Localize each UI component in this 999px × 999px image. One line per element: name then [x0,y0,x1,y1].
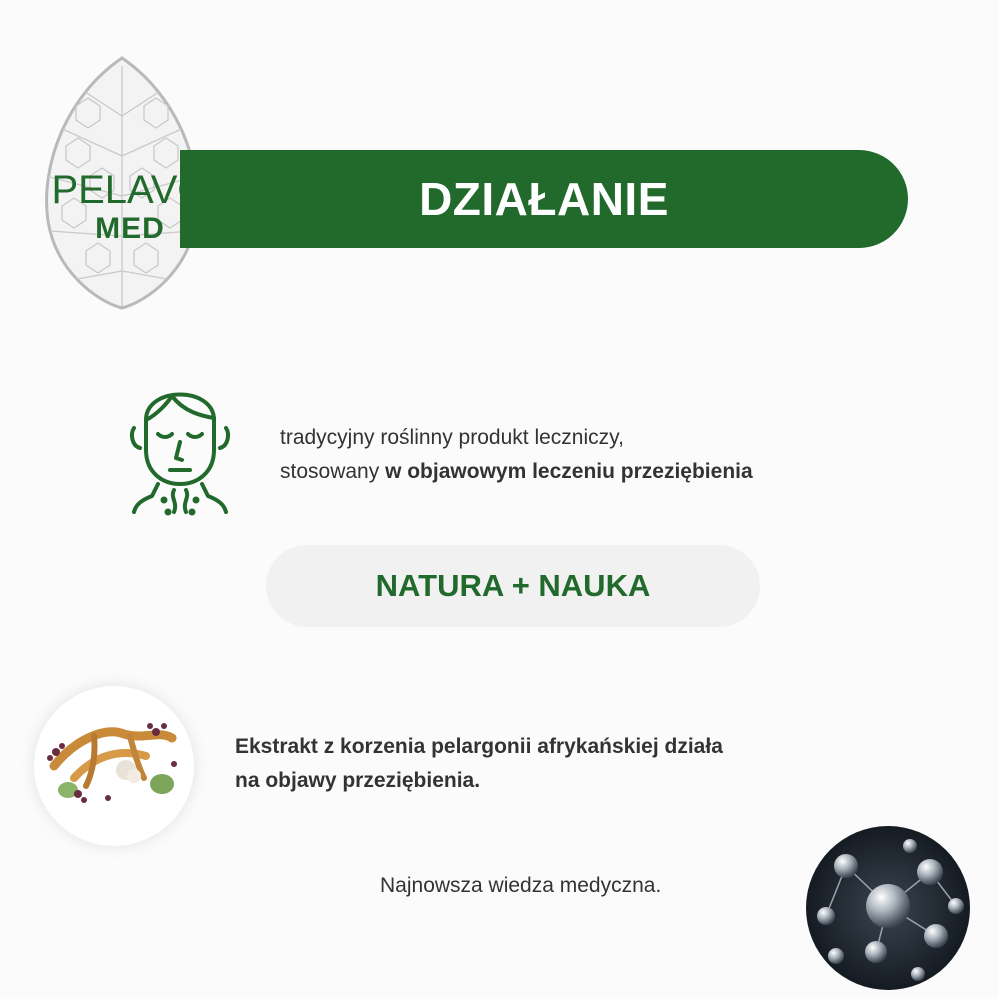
brand-name: PELAVO [51,168,209,212]
description-line-1: tradycyjny roślinny produkt leczniczy, [280,426,624,449]
extract-description [235,730,915,798]
brand-subname: MED [95,212,165,245]
page-title: DZIAŁANIE [419,173,669,225]
description-line-2-regular: stosowany [280,460,386,483]
science-caption: Najnowsza wiedza medyczna. [380,874,662,897]
extract-line-2: na objawy przeziębienia. [235,769,481,792]
description-line-2 [280,455,920,489]
description-line-2-bold: w objawowym leczeniu przeziębienia [385,460,753,483]
molecule-image [806,826,970,990]
pelargonium-root-image [34,686,194,846]
product-description [280,421,920,489]
tagline-text: NATURA + NAUKA [375,568,651,603]
extract-line-1: Ekstrakt z korzenia pelargonii afrykańskiej działa [235,735,723,758]
face-throat-icon [128,372,232,522]
